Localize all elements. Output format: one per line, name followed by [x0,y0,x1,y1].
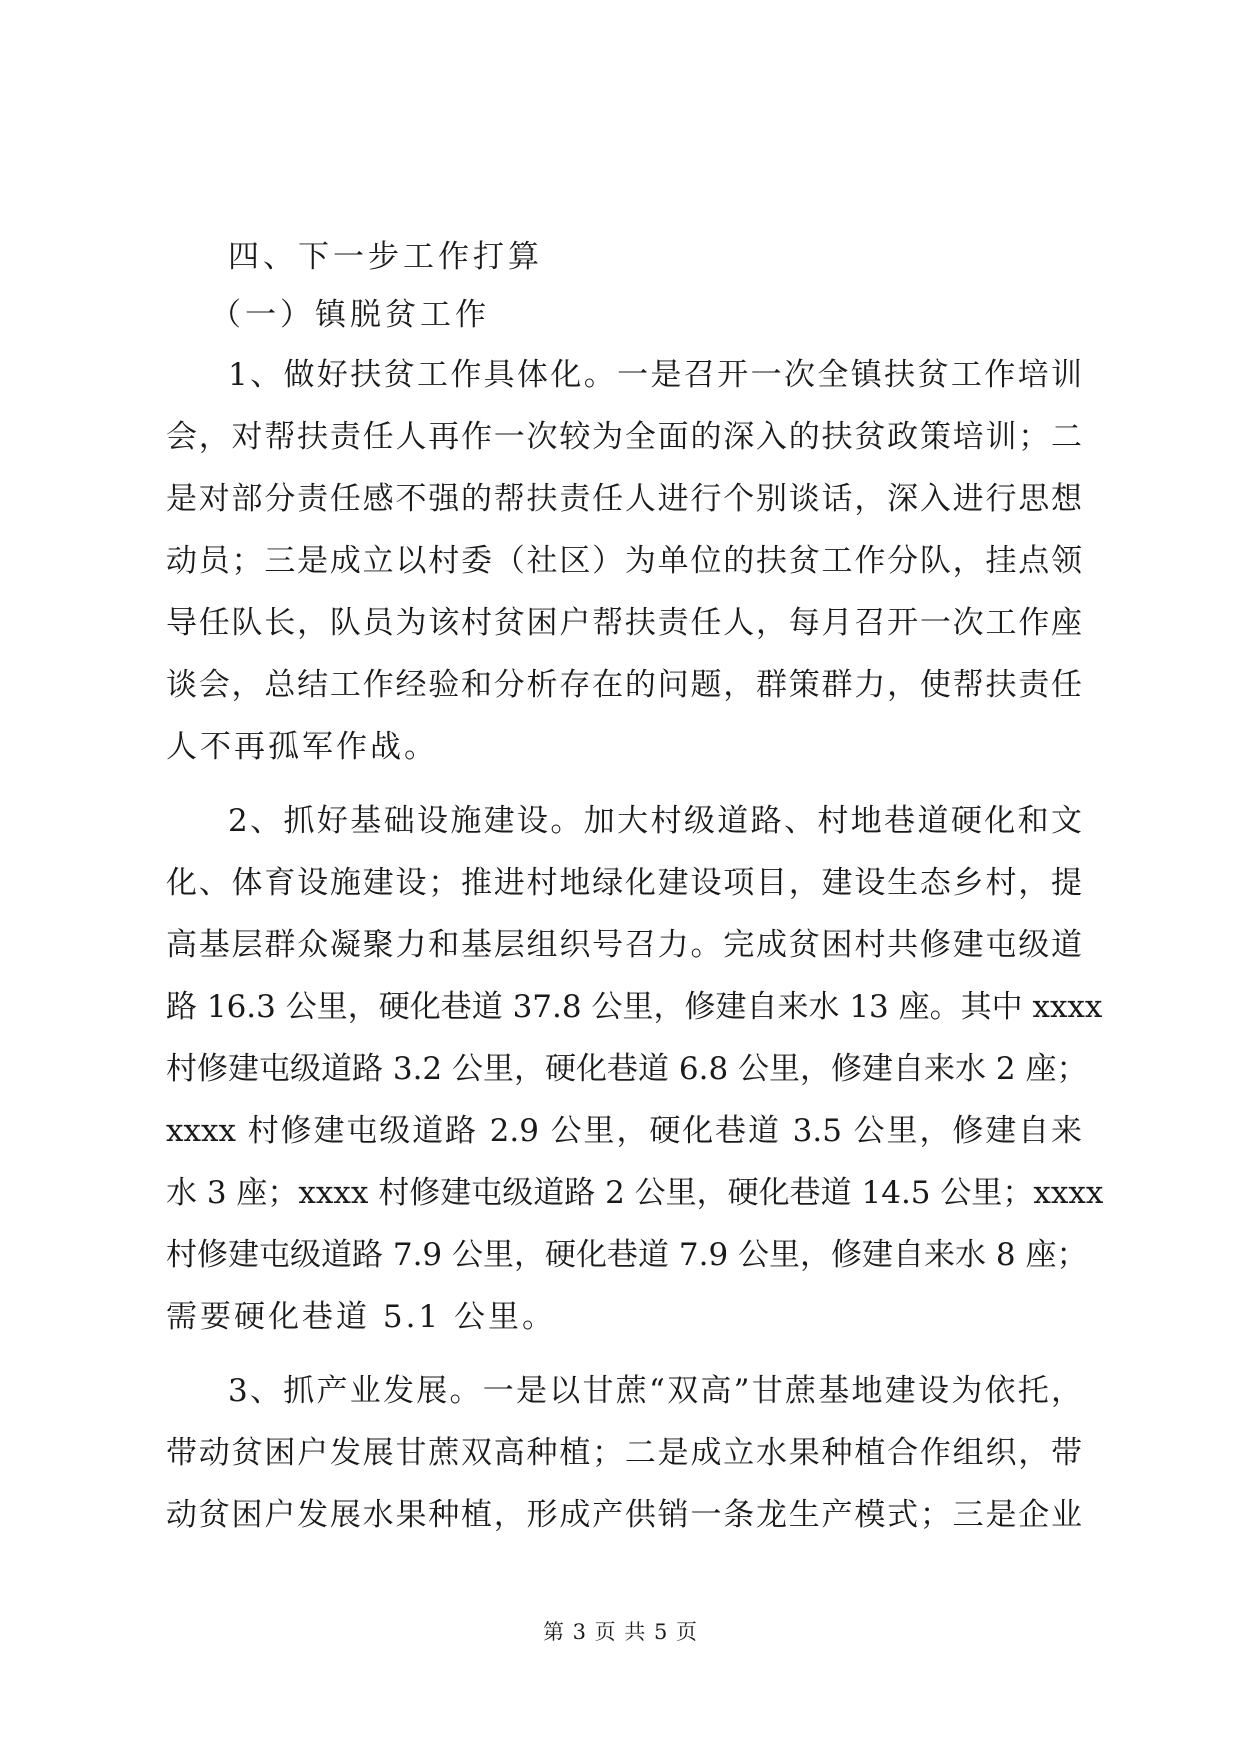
paragraph-line: 谈会，总结工作经验和分析存在的问题，群策群力，使帮扶责任 [166,667,1082,703]
paragraph-line: 路 16.3 公里，硬化巷道 37.8 公里，修建自来水 13 座。其中 xxxx [166,989,1103,1025]
paragraph-line: 导任队长，队员为该村贫困户帮扶责任人，每月召开一次工作座 [166,605,1082,641]
paragraph-line: 水 3 座；xxxx 村修建屯级道路 2 公里，硬化巷道 14.5 公里；xxxx [166,1175,1104,1211]
paragraph-line: 村修建屯级道路 7.9 公里，硬化巷道 7.9 公里，修建自来水 8 座； [166,1237,1088,1273]
paragraph-line: 2、抓好基础设施建设。加大村级道路、村地巷道硬化和文 [228,803,1082,839]
paragraph-line: 需要硬化巷道 5.1 公里。 [166,1299,557,1335]
paragraph-1 [166,344,1082,778]
paragraph-line: 高基层群众凝聚力和基层组织号召力。完成贫困村共修建屯级道 [166,927,1082,963]
paragraph-line: 是对部分责任感不强的帮扶责任人进行个别谈话，深入进行思想 [166,481,1082,517]
paragraph-line: 会，对帮扶责任人再作一次较为全面的深入的扶贫政策培训；二 [166,419,1082,455]
paragraph-line: 动员；三是成立以村委（社区）为单位的扶贫工作分队，挂点领 [166,543,1082,579]
paragraph-line: 村修建屯级道路 3.2 公里，硬化巷道 6.8 公里，修建自来水 2 座； [166,1051,1088,1087]
paragraph-line: 动贫困户发展水果种植，形成产供销一条龙生产模式；三是企业 [166,1497,1082,1533]
subsection-heading: （一）镇脱贫工作 [210,297,490,333]
section-heading: 四、下一步工作打算 [228,239,543,275]
paragraph-line: 1、做好扶贫工作具体化。一是召开一次全镇扶贫工作培训 [228,357,1082,393]
document-body [166,228,1104,1546]
page-number-footer: 第 3 页 共 5 页 [542,1620,699,1644]
paragraph-line: 带动贫困户发展甘蔗双高种植；二是成立水果种植合作组织，带 [166,1435,1082,1471]
paragraph-2 [166,790,1104,1348]
paragraph-line: 化、体育设施建设；推进村地绿化建设项目，建设生态乡村，提 [166,865,1082,901]
paragraph-line: 人不再孤军作战。 [166,729,438,765]
paragraph-3 [166,1360,1082,1546]
paragraph-line: xxxx 村修建屯级道路 2.9 公里，硬化巷道 3.5 公里，修建自来 [166,1113,1082,1149]
paragraph-line: 3、抓产业发展。一是以甘蔗“双高”甘蔗基地建设为依托， [228,1373,1082,1409]
